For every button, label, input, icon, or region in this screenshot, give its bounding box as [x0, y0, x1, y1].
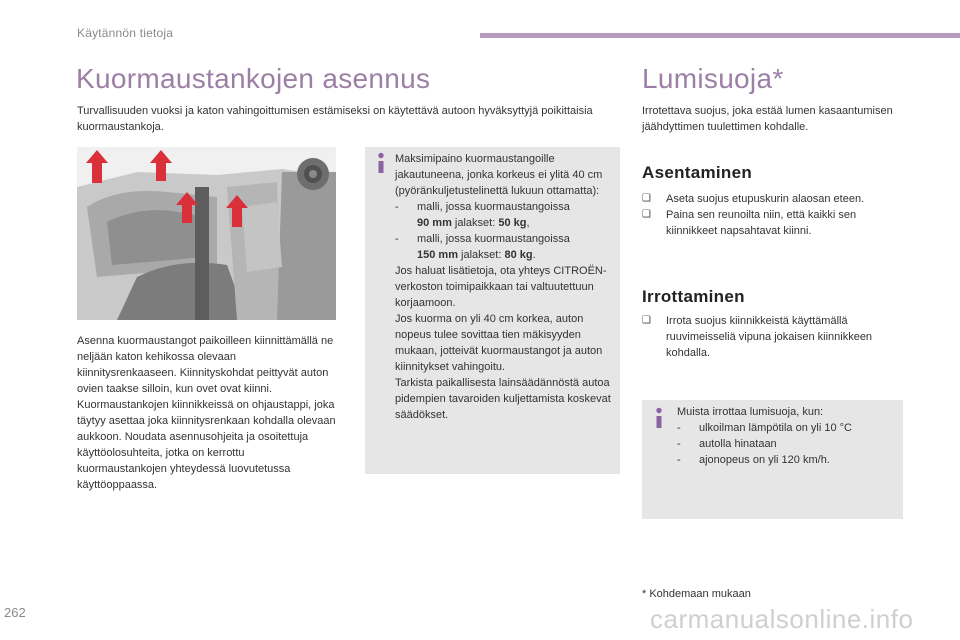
install-heading: Asentaminen [642, 163, 753, 182]
remove-steps [642, 313, 904, 361]
page-number: 262 [4, 605, 26, 620]
list-item: - autolla hinataan [677, 438, 777, 450]
car-interior-illustration [77, 147, 336, 320]
info-contact: Jos haluat lisätietoja, ota yhteys CITROËN-verkoston toimipaikkaan tai valtuutettuun korjaamoon. [395, 265, 607, 309]
list-item: - malli, jossa kuormaustangoissa 150 mm jalakset: 80 kg. [395, 233, 570, 261]
snow-guard-intro: Irrotettava suojus, joka estää lumen kasaantumisen jäähdyttimen tuulettimen kohdalle. [642, 105, 893, 133]
roof-bars-intro: Turvallisuuden vuoksi ja katon vahingoittumisen estämiseksi on käytettävä autoon hyväksyttyjä poikittaisia kuormaustankoja. [77, 105, 593, 133]
page-title-snow-guard: Lumisuoja* [642, 63, 784, 94]
header-accent-bar [480, 33, 960, 38]
list-item: - ajonopeus on yli 120 km/h. [677, 454, 830, 466]
list-item: - ulkoilman lämpötila on yli 10 °C [677, 422, 852, 434]
info-box-roof-bars [365, 147, 620, 474]
section-label: Käytännön tietoja [77, 26, 174, 40]
page-title-roof-bars: Kuormaustankojen asennus [76, 63, 431, 94]
roof-bars-description: Asenna kuormaustangot paikoilleen kiinnittämällä ne neljään katon kehikossa olevaan kiinnitysrenkaaseen. Kiinnityskohdat peittyvät auton ovien taakse silloin, kun ovet ovat kiinni. Kuormaustankojen kiinnikkeissä on ohjaustappi, joka täytyy asettaa joka kiinnitysrenkaan kohdalla olevaan aukkoon. Noudata asennusohjeita ja osoitettuja käyttöolosuhteita, jotka on kerrottu kuormaustankojen yhteydessä luovutetussa käyttöoppaassa. [77, 335, 336, 491]
checkbox-icon: ❑ [642, 193, 651, 204]
info-icon [375, 152, 387, 174]
remove-heading: Irrottaminen [642, 287, 745, 306]
info-height-warning: Jos kuorma on yli 40 cm korkea, auton nopeus tulee sovittaa tien mäkisyyden mukaan, jotteivät kuormaustangot ja auton kiinnitykset vahingoitu. [395, 313, 603, 373]
list-item: ❑ Aseta suojus etupuskurin alaosan eteen. [642, 193, 865, 205]
info-max-weight: Maksimipaino kuormaustangoille jakautuneena, jonka korkeus ei ylitä 40 cm (pyöränkuljetustelinettä lukuun ottamatta): [395, 153, 603, 197]
footnote: * Kohdemaan mukaan [642, 588, 751, 600]
watermark: carmanualsonline.info [650, 604, 914, 634]
list-item: - malli, jossa kuormaustangoissa 90 mm jalakset: 50 kg, [395, 201, 570, 229]
info-box-snow-guard [642, 400, 903, 519]
info-remove-lead: Muista irrottaa lumisuoja, kun: [677, 406, 824, 418]
install-steps [642, 191, 904, 239]
checkbox-icon: ❑ [642, 315, 651, 326]
list-item: ❑ Paina sen reunoilta niin, että kaikki sen kiinnikkeet napsahtavat kiinni. [642, 209, 857, 237]
info-icon [653, 407, 665, 429]
list-item: ❑ Irrota suojus kiinnikkeistä käyttämällä ruuvimeisseliä vipuna jokaisen kiinnikkeen kohdalla. [642, 315, 873, 359]
car-interior-photo [77, 147, 336, 320]
info-legislation: Tarkista paikallisesta lainsäädännöstä autoa pidempien tavaroiden kuljettamista koskevat säädökset. [395, 377, 611, 421]
checkbox-icon: ❑ [642, 209, 651, 220]
